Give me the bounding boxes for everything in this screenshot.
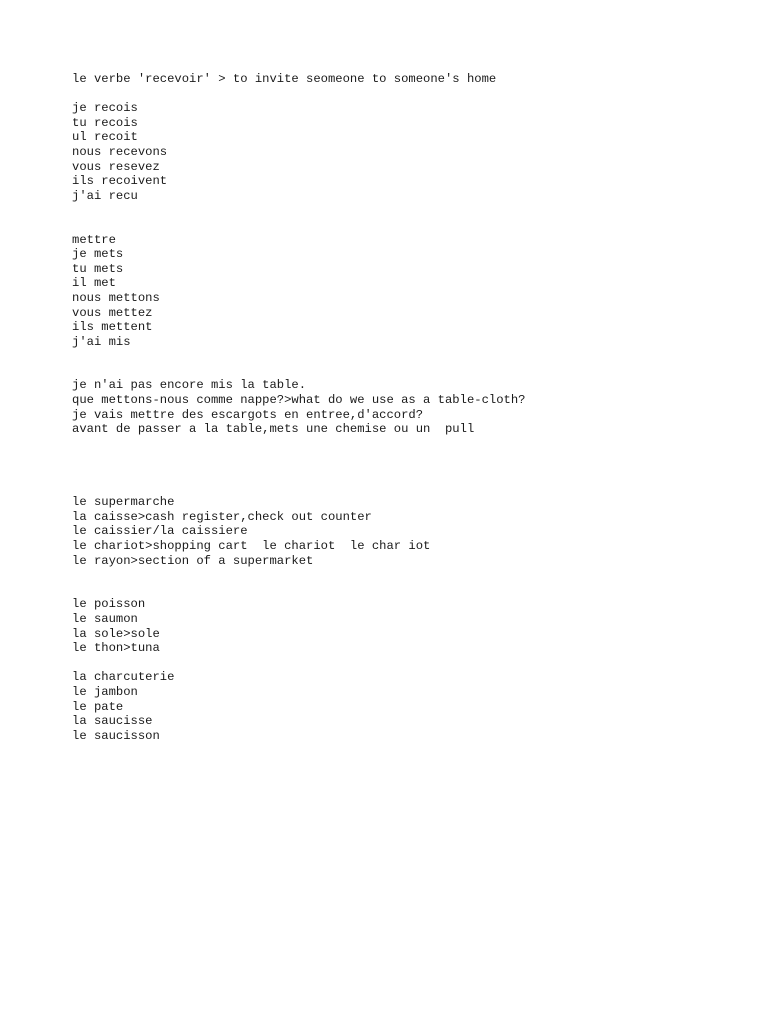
text-line: je n'ai pas encore mis la table. bbox=[72, 378, 307, 393]
text-line: le supermarche bbox=[72, 495, 175, 510]
blank-line bbox=[72, 218, 732, 233]
text-line: il met bbox=[72, 276, 116, 291]
text-line: le pate bbox=[72, 699, 124, 714]
text-line: vous resevez bbox=[72, 159, 160, 174]
text-line: le verbe 'recevoir' > to invite seomeone to someone's home bbox=[72, 72, 497, 86]
blank-line bbox=[72, 349, 732, 364]
text-line: nous mettons bbox=[72, 290, 160, 305]
text-line: mettre bbox=[72, 232, 116, 247]
text-line: ul recoit bbox=[72, 130, 138, 145]
text-line: j'ai recu bbox=[72, 188, 138, 203]
blank-line bbox=[72, 203, 732, 218]
text-line: ils mettent bbox=[72, 320, 153, 335]
text-line: le poisson bbox=[72, 597, 146, 612]
blank-line bbox=[72, 87, 732, 102]
text-line: le thon>tuna bbox=[72, 641, 160, 656]
text-line: avant de passer a la table,mets une chemise ou un pull bbox=[72, 422, 475, 437]
blank-line bbox=[72, 437, 732, 452]
text-line: la saucisse bbox=[72, 714, 153, 729]
blank-line bbox=[72, 481, 732, 496]
text-line: le jambon bbox=[72, 684, 138, 699]
text-line: tu mets bbox=[72, 261, 124, 276]
blank-line bbox=[72, 451, 732, 466]
text-line: nous recevons bbox=[72, 144, 168, 159]
text-line: la charcuterie bbox=[72, 670, 175, 685]
text-line: le saumon bbox=[72, 611, 138, 626]
blank-line bbox=[72, 656, 732, 671]
blank-line bbox=[72, 568, 732, 583]
text-line: la sole>sole bbox=[72, 626, 160, 641]
text-line: la caisse>cash register,check out counter bbox=[72, 509, 372, 524]
text-line: je mets bbox=[72, 247, 124, 262]
document-page bbox=[72, 72, 732, 743]
text-line: le chariot>shopping cart le chariot le char iot bbox=[72, 539, 431, 553]
blank-line bbox=[72, 466, 732, 481]
text-line: le caissier/la caissiere bbox=[72, 524, 248, 539]
text-line: je vais mettre des escargots en entree,d'accord? bbox=[72, 407, 424, 422]
text-line: le rayon>section of a supermarket bbox=[72, 553, 314, 568]
text-line: que mettons-nous comme nappe?>what do we use as a table-cloth? bbox=[72, 393, 526, 408]
text-line: vous mettez bbox=[72, 305, 153, 320]
text-line: tu recois bbox=[72, 115, 138, 130]
blank-line bbox=[72, 583, 732, 598]
blank-line bbox=[72, 364, 732, 379]
text-line: le saucisson bbox=[72, 728, 160, 743]
text-line: ils recoivent bbox=[72, 174, 168, 189]
text-line: j'ai mis bbox=[72, 334, 131, 349]
text-line: je recois bbox=[72, 101, 138, 116]
